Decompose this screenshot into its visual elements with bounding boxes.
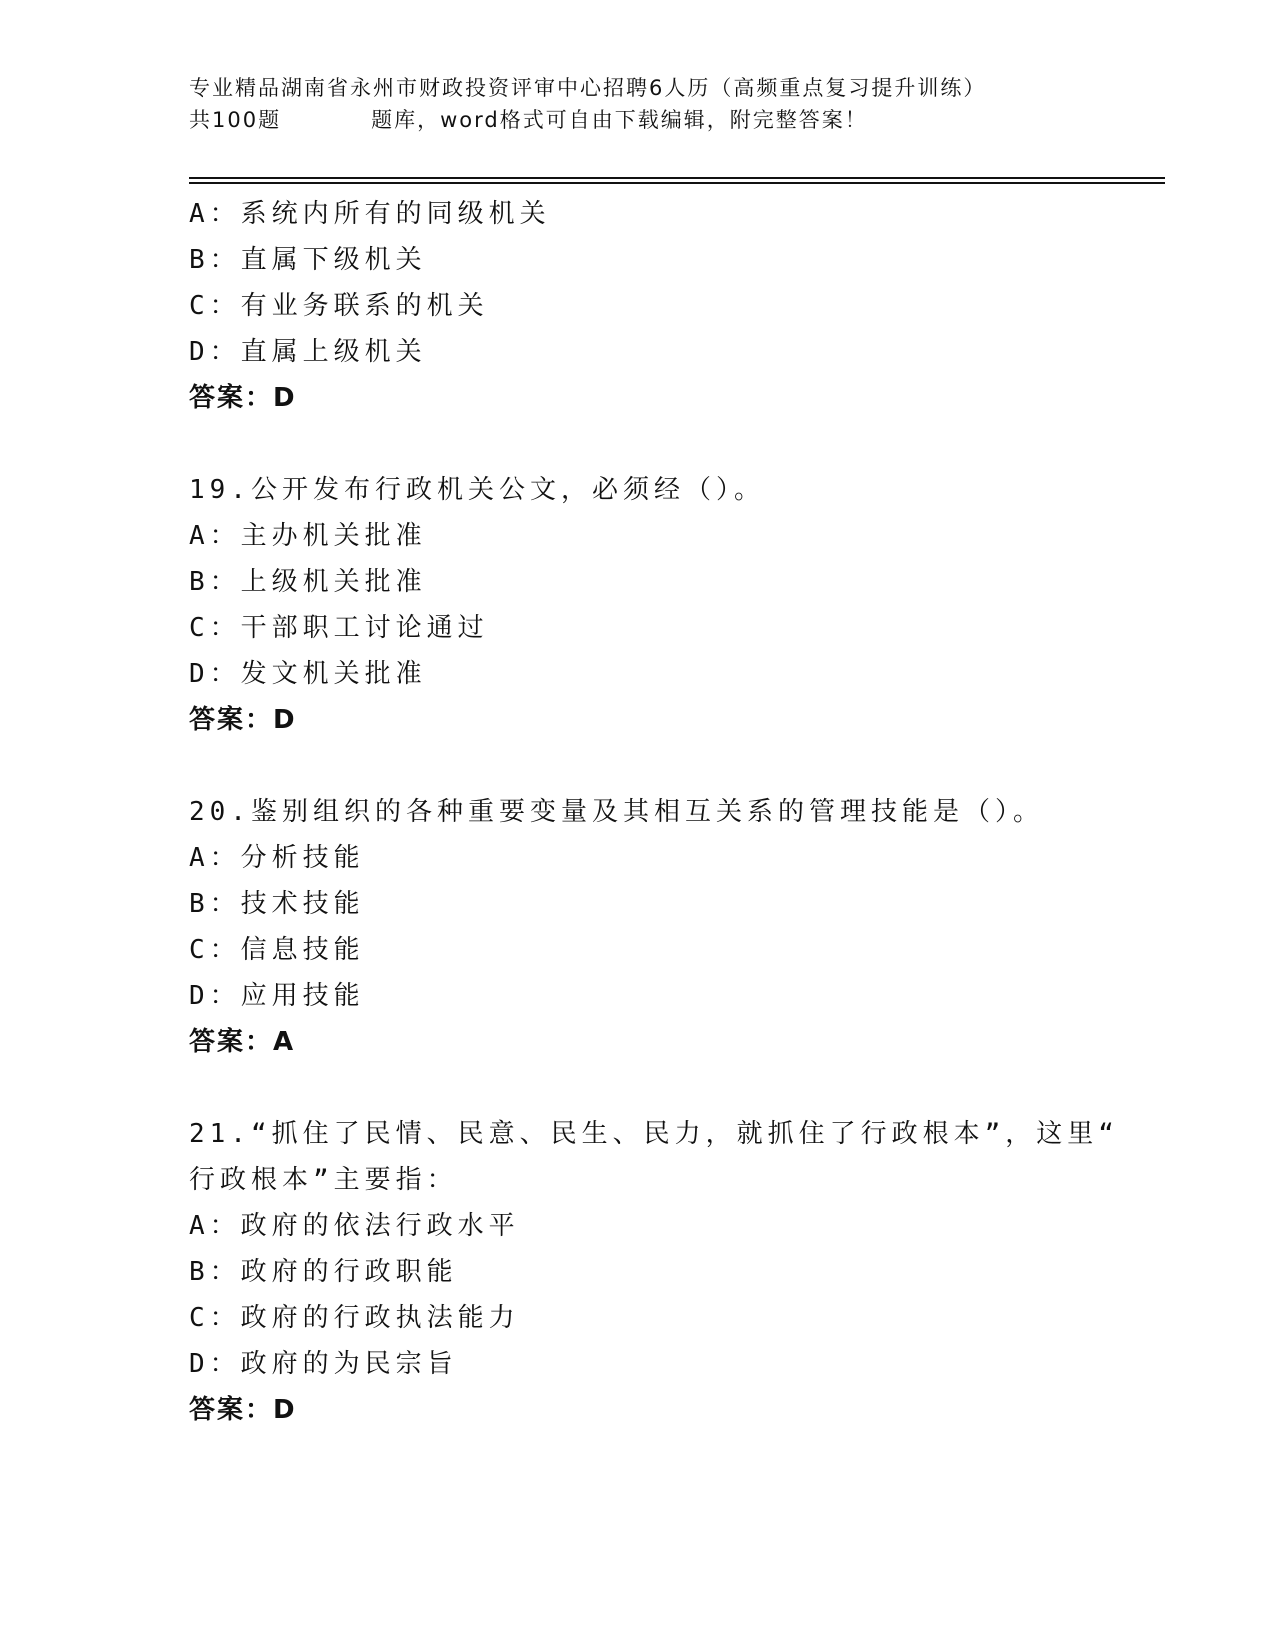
header-description: 题库，word格式可自由下载编辑，附完整答案！ — [371, 108, 868, 132]
question-20 — [189, 789, 1089, 1065]
option-d: D：应用技能 — [189, 981, 365, 1011]
answer-line: 答案：D — [189, 383, 297, 413]
question-21 — [189, 1111, 1119, 1433]
question-list — [189, 191, 1119, 1433]
answer-line: 答案：A — [189, 1027, 296, 1057]
option-a: A：主办机关批准 — [189, 521, 427, 551]
option-b: B：技术技能 — [189, 889, 365, 919]
option-b: B：上级机关批准 — [189, 567, 427, 597]
header-divider-top — [189, 177, 1165, 179]
question-19 — [189, 467, 1089, 743]
header-subtitle — [189, 104, 1089, 136]
header-divider-bottom — [189, 182, 1165, 184]
option-c: C：信息技能 — [189, 935, 365, 965]
header-count: 共100题 — [189, 108, 282, 132]
answer-line: 答案：D — [189, 1395, 297, 1425]
option-d: D：发文机关批准 — [189, 659, 427, 689]
option-d: D：政府的为民宗旨 — [189, 1349, 458, 1379]
option-b: B：政府的行政职能 — [189, 1257, 458, 1287]
question-18-continued — [189, 191, 1089, 421]
option-a: A：政府的依法行政水平 — [189, 1211, 520, 1241]
question-stem: 19.公开发布行政机关公文，必须经（）。 — [189, 475, 765, 505]
option-c: C：有业务联系的机关 — [189, 291, 489, 321]
option-c: C：干部职工讨论通过 — [189, 613, 489, 643]
option-b: B：直属下级机关 — [189, 245, 427, 275]
question-stem: 20.鉴别组织的各种重要变量及其相互关系的管理技能是（）。 — [189, 797, 1044, 827]
option-a: A：系统内所有的同级机关 — [189, 199, 551, 229]
header-title: 专业精品湖南省永州市财政投资评审中心招聘6人历（高频重点复习提升训练） — [189, 76, 987, 100]
option-a: A：分析技能 — [189, 843, 365, 873]
option-d: D：直属上级机关 — [189, 337, 427, 367]
page-header — [189, 72, 1089, 136]
answer-line: 答案：D — [189, 705, 297, 735]
option-c: C：政府的行政执法能力 — [189, 1303, 520, 1333]
question-stem-line-2: 行政根本”主要指： — [189, 1165, 458, 1195]
question-stem-line-1: 21.“抓住了民情、民意、民生、民力，就抓住了行政根本”，这里“ — [189, 1119, 1119, 1149]
